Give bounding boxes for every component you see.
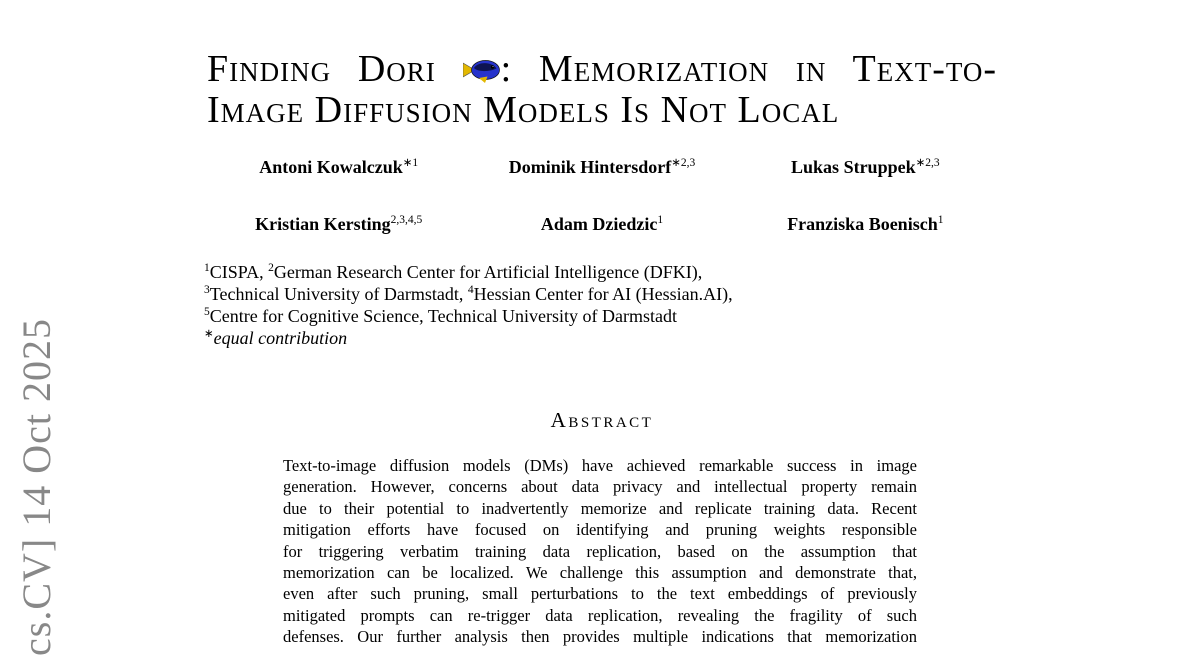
title-text-after-fish: Memorization in Text-to- [538, 48, 998, 90]
abstract-line: even after such pruning, small perturbations to the text embeddings of previously [283, 584, 917, 604]
author-affiliation-superscript: 2,3,4,5 [390, 214, 423, 226]
author-affiliation-superscript: ∗1 [402, 157, 419, 169]
abstract-line: for triggering verbatim training data replication, based on the assumption that [283, 541, 917, 561]
abstract-text [283, 455, 917, 648]
abstract-line: defenses. Our further analysis then provides multiple indications that memorization [283, 627, 917, 647]
affiliation-line: $^1$CISPA, $^2$German Research Center for Artificial Intelligence (DFKI), [204, 262, 703, 282]
title-text-before-fish: Finding Dori [207, 48, 436, 90]
affiliation-line: ∗equal contribution [204, 328, 348, 348]
fish-eye [490, 65, 493, 68]
affiliation-line: $^5$Centre for Cognitive Science, Technical University of Darmstadt [204, 306, 678, 326]
author-name: Lukas Struppek$^{∗2,3}$ [791, 157, 940, 177]
paper-title [207, 50, 997, 130]
abstract-line: mitigation efforts have focused on identifying and pruning weights responsible [283, 520, 917, 540]
blue-tang-fish-icon [463, 52, 501, 91]
author-name: Adam Dziedzic$^1$ [540, 214, 664, 234]
author-name: Antoni Kowalczuk$^{∗1}$ [259, 157, 419, 177]
abstract-line: memorization can be localized. We challenge this assumption and demonstrate that, [283, 563, 917, 583]
paper-title-line2: Image Diffusion Models Is Not Local [207, 89, 840, 131]
paper-title-line1 [207, 50, 997, 91]
authors-grid [207, 157, 997, 235]
author-affiliation-superscript: 1 [937, 214, 944, 226]
abstract-line: due to their potential to inadvertently memorize and replicate training data. Recent [283, 498, 917, 518]
abstract-line: mitigated prompts can re-trigger data replication, revealing the fragility of such [283, 605, 917, 625]
abstract-line: generation. However, concerns about data privacy and intellectual property remain [283, 477, 917, 497]
fish-eye-highlight [492, 66, 493, 67]
affiliation-line: $^3$Technical University of Darmstadt, $^4$Hessian Center for AI (Hessian.AI), [204, 284, 733, 304]
author-name: Franziska Boenisch$^1$ [787, 214, 944, 234]
affiliations-block [204, 261, 884, 349]
author-affiliation-superscript: ∗2,3 [671, 157, 696, 169]
arxiv-watermark: cs.CV] 14 Oct 2025 [14, 318, 59, 656]
title-colon: : [500, 48, 513, 90]
author-name: Kristian Kersting$^{2,3,4,5}$ [255, 214, 423, 234]
author-affiliation-superscript: 1 [657, 214, 664, 226]
author-name: Dominik Hintersdorf$^{∗2,3}$ [508, 157, 696, 177]
abstract-line: Text-to-image diffusion models (DMs) have achieved remarkable success in image [283, 456, 917, 475]
abstract-heading: Abstract [550, 408, 654, 432]
author-affiliation-superscript: ∗2,3 [915, 157, 940, 169]
